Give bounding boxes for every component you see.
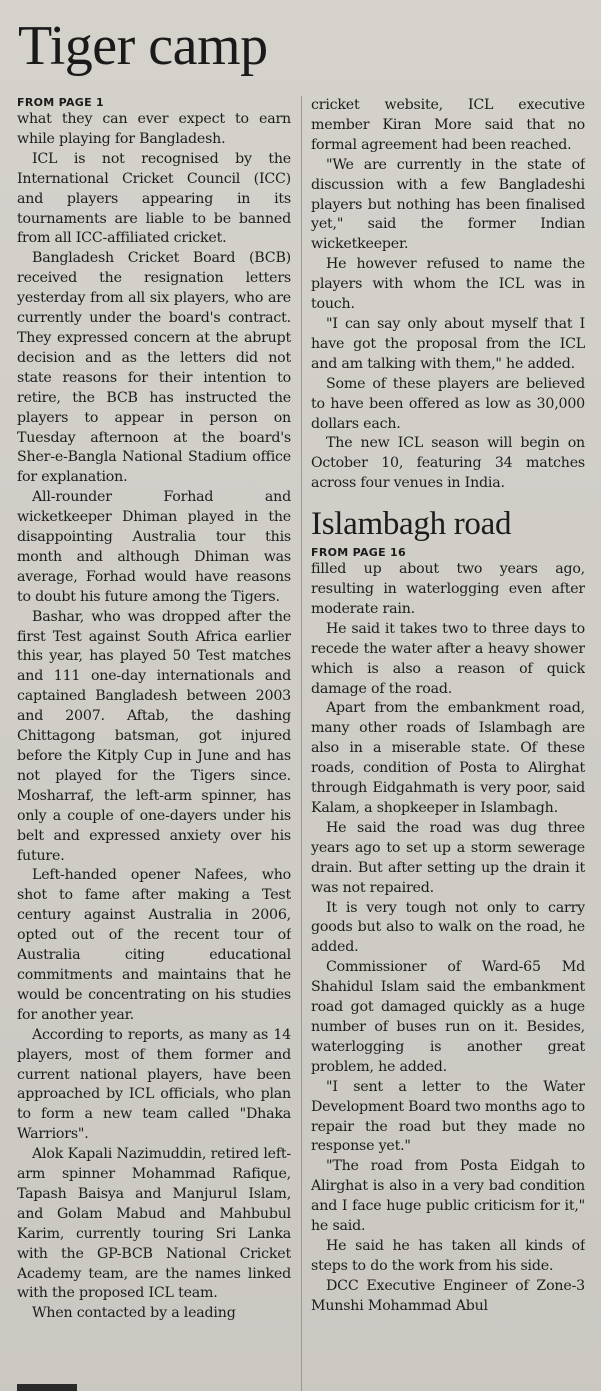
article-paragraph: Some of these players are believed to have been offered as low as 30,000 dollars each. <box>311 375 585 432</box>
article-paragraph: filled up about two years ago, resulting in waterlogging even after moderate rain. <box>311 561 585 617</box>
headline-islambagh-road: Islambagh road <box>311 506 512 543</box>
article-paragraph: "I sent a letter to the Water Development Board two months ago to repair the road but they made no response yet." <box>311 1078 585 1155</box>
article-paragraph: what they can ever expect to earn while playing for Bangladesh. <box>17 111 291 147</box>
article-paragraph: "We are currently in the state of discussion with a few Bangladeshi players but nothing has been finalised yet," said the former Indian wicketkeeper. <box>311 156 585 253</box>
article-paragraph: Bangladesh Cricket Board (BCB) received the resignation letters yesterday from all six players, who are currently under the board's contract. They expressed concern at the abrupt decision and as the letters did not state reasons for their intention to retire, the BCB has instructed the players to appear in person on Tuesday afternoon at the board's Sher-e-Bangla National Stadium office for explanation. <box>17 250 291 486</box>
article-paragraph: When contacted by a leading <box>32 1305 236 1322</box>
continuation-kicker: FROM PAGE 1 <box>17 96 105 109</box>
right-column <box>311 96 585 1391</box>
article-paragraph: cricket website, ICL executive member Kiran More said that no formal agreement had been reached. <box>311 97 585 153</box>
article-paragraph: Left-handed opener Nafees, who shot to fame after making a Test century against Australia in 2006, opted out of the recent tour of Australia citing educational commitments and maintains that he would be concentrating on his studies for another year. <box>17 867 291 1023</box>
article-paragraph: All-rounder Forhad and wicketkeeper Dhiman played in the disappointing Australia tour this month and although Dhiman was average, Forhad would have reasons to doubt his future among the Tigers. <box>17 489 291 605</box>
article-paragraph: He said it takes two to three days to recede the water after a heavy shower which is also a reason of quick damage of the road. <box>311 620 585 697</box>
article-paragraph: Alok Kapali Nazimuddin, retired left-arm spinner Mohammad Rafique, Tapash Baisya and Manjurul Islam, and Golam Mabud and Mahbubul Karim, currently touring Sri Lanka with the GP-BCB National Cricket Academy team, are the names linked with the proposed ICL team. <box>17 1146 291 1302</box>
article-paragraph: It is very tough not only to carry goods but also to walk on the road, he added. <box>311 899 585 956</box>
article-paragraph: Commissioner of Ward-65 Md Shahidul Islam said the embankment road got damaged quickly as a huge number of buses run on it. Besides, waterlogging is another great problem, he added. <box>311 959 585 1075</box>
continuation-kicker: FROM PAGE 16 <box>311 546 406 560</box>
article-paragraph: ICL is not recognised by the International Cricket Council (ICC) and players appearing in its tournaments are liable to be banned from all ICC-affiliated cricket. <box>17 150 291 247</box>
left-column <box>17 96 291 1391</box>
article-paragraph: According to reports, as many as 14 players, most of them former and current national players, have been approached by ICL officials, who plan to form a new team called "Dhaka Warriors". <box>17 1026 291 1143</box>
article-paragraph: He however refused to name the players with whom the ICL was in touch. <box>311 256 585 313</box>
article-paragraph: Bashar, who was dropped after the first Test against South Africa earlier this year, has played 50 Test matches and 111 one-day internationals and captained Bangladesh between 2003 and 2007. Aftab, the dashing Chittagong batsman, got injured before the Kitply Cup in June and has not played for the Tigers since. Mosharraf, the left-arm spinner, has only a couple of one-dayers under his belt and expressed anxiety over his future. <box>17 608 291 864</box>
article-paragraph: He said he has taken all kinds of steps to do the work from his side. <box>311 1237 585 1274</box>
headline-tiger-camp: Tiger camp <box>18 15 268 77</box>
article-paragraph: "I can say only about myself that I have got the proposal from the ICL and am talking with them," he added. <box>311 315 585 372</box>
article-paragraph: "The road from Posta Eidgah to Alirghat is also in a very bad condition and I face huge public criticism for it," he said. <box>311 1158 585 1235</box>
article-paragraph: Apart from the embankment road, many other roads of Islambagh are also in a miserable state. Of these roads, condition of Posta to Alirghat through Eidgahmath is very poor, said Kalam, a shopkeeper in Islambagh. <box>311 700 585 816</box>
column-divider <box>301 96 302 1391</box>
article-paragraph: The new ICL season will begin on October 10, featuring 34 matches across four venues in India. <box>311 435 585 492</box>
article-paragraph: DCC Executive Engineer of Zone-3 Munshi Mohammad Abul <box>311 1277 585 1314</box>
article-paragraph: He said the road was dug three years ago to set up a storm sewerage drain. But after setting up the drain it was not repaired. <box>311 819 585 896</box>
next-headline-fragment <box>17 1384 77 1391</box>
